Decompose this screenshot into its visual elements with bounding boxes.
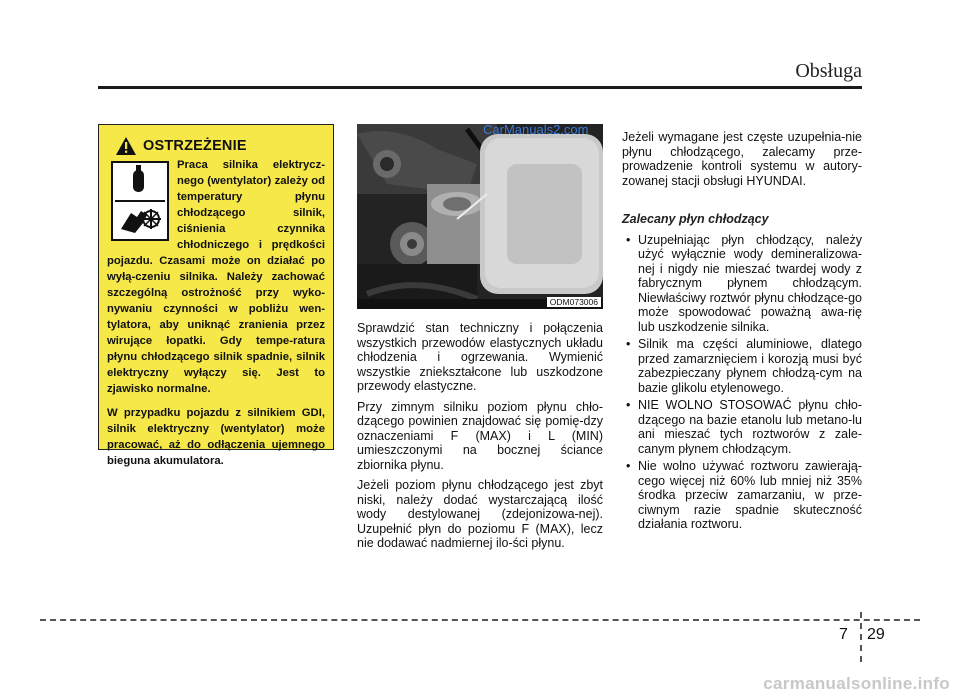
footer-vertical-divider [860,612,862,662]
site-watermark[interactable]: carmanualsonline.info [763,674,950,693]
body-paragraph: Przy zimnym silniku poziom płynu chło-dzącego powinien znajdować się pomię-dzy oznaczeniami F (MAX) i L (MIN) umieszczonymi na bocznej ściance zbiornika płynu. [357,399,603,472]
watermark-text: CarManuals2.com [483,122,589,137]
body-paragraph: Jeżeli poziom płynu chłodzącego jest zbyt niski, należy dodać wystarczającą ilość wody destylowanej (zdejonizowa-nej). Uzupełnić płyn do poziomu F (MAX), lecz nie dodawać nadmiernej ilo-ści płynu. [357,478,603,550]
column-right [622,130,862,535]
intro-paragraph: Jeżeli wymagane jest częste uzupełnia-nie płynu chłodzącego, zalecamy prze-prowadzenie kontroli systemu w autory-zowanej stacji obsługi HYUNDAI. [622,130,862,188]
list-item: • Silnik ma części aluminiowe, dlatego przed zamarznięciem i korozją musi być zabezpieczany płynem chłodzą-cym na bazie glikolu etylenowego. [622,337,862,395]
list-item: • Uzupełniając płyn chłodzący, należy użyć wyłącznie wody demineralizowa-nej i nigdy nie mieszać twardej wody z fabrycznym płynem chłodzącym. Niewłaściwy roztwór płynu chłodzące-go może spowodować poważną awa-rię lub uszkodzenie silnika. [622,233,862,335]
warning-header [115,135,325,157]
warning-title: OSTRZEŻENIE [143,138,247,154]
warning-text [107,157,325,469]
engine-coolant-photo [357,124,603,309]
warning-paragraph: W przypadku pojazdu z silnikiem GDI, silnik elektryczny (wentylator) może pracować, aż do odłączenia ujemnego bieguna akumulatora. [107,407,325,467]
coolant-bullet-list [622,233,862,532]
footer-divider [40,619,920,621]
warning-triangle-icon [115,136,137,156]
column-middle [357,321,603,557]
list-item: • NIE WOLNO STOSOWAĆ płynu chło-dzącego na bazie etanolu lub metano-lu ani mieszać tych roztworów z zale-canym płynem chłodzącym. [622,398,862,456]
list-item: • Nie wolno używać roztworu zawierają-cego więcej niż 60% lub mniej niż 35% środka przeciw zamarzaniu, w prze-ciwnym razie spadnie skuteczność działania roztworu. [622,459,862,532]
warning-box [98,124,334,467]
subsection-title: Zalecany płyn chłodzący [622,212,769,226]
chapter-number: 7 [839,626,848,643]
warning-paragraph: Praca silnika elektrycz-nego (wentylator) zależy od temperatury płynu chłodzącego silnik, ciśnienia czynnika chłodniczego i prędkości pojazdu. Czasami może on działać po wyłą-czeniu silnika. Należy zachować szczególną ostrożność przy wyko-nywaniu czynności w pobliżu wen-tylatora, aby uniknąć zranienia przez wirujące łopatki. Gdy tempe-ratura płynu chłodzącego silnik spadnie, silnik elektryczny wyłączy się. Jest to zjawisko normalne. [107,159,325,395]
fan-hand-warning-icon [111,161,169,241]
header-divider [98,86,862,89]
photo-code: ODM073006 [547,297,601,307]
page-number: 29 [867,626,885,643]
section-title: Obsługa [795,60,862,82]
body-paragraph: Sprawdzić stan techniczny i połączenia wszystkich przewodów elastycznych układu chłodzenia i ogrzewania. Wymienić wszystkie zniekształcone lub uszkodzone przewody elastyczne. [357,321,603,393]
